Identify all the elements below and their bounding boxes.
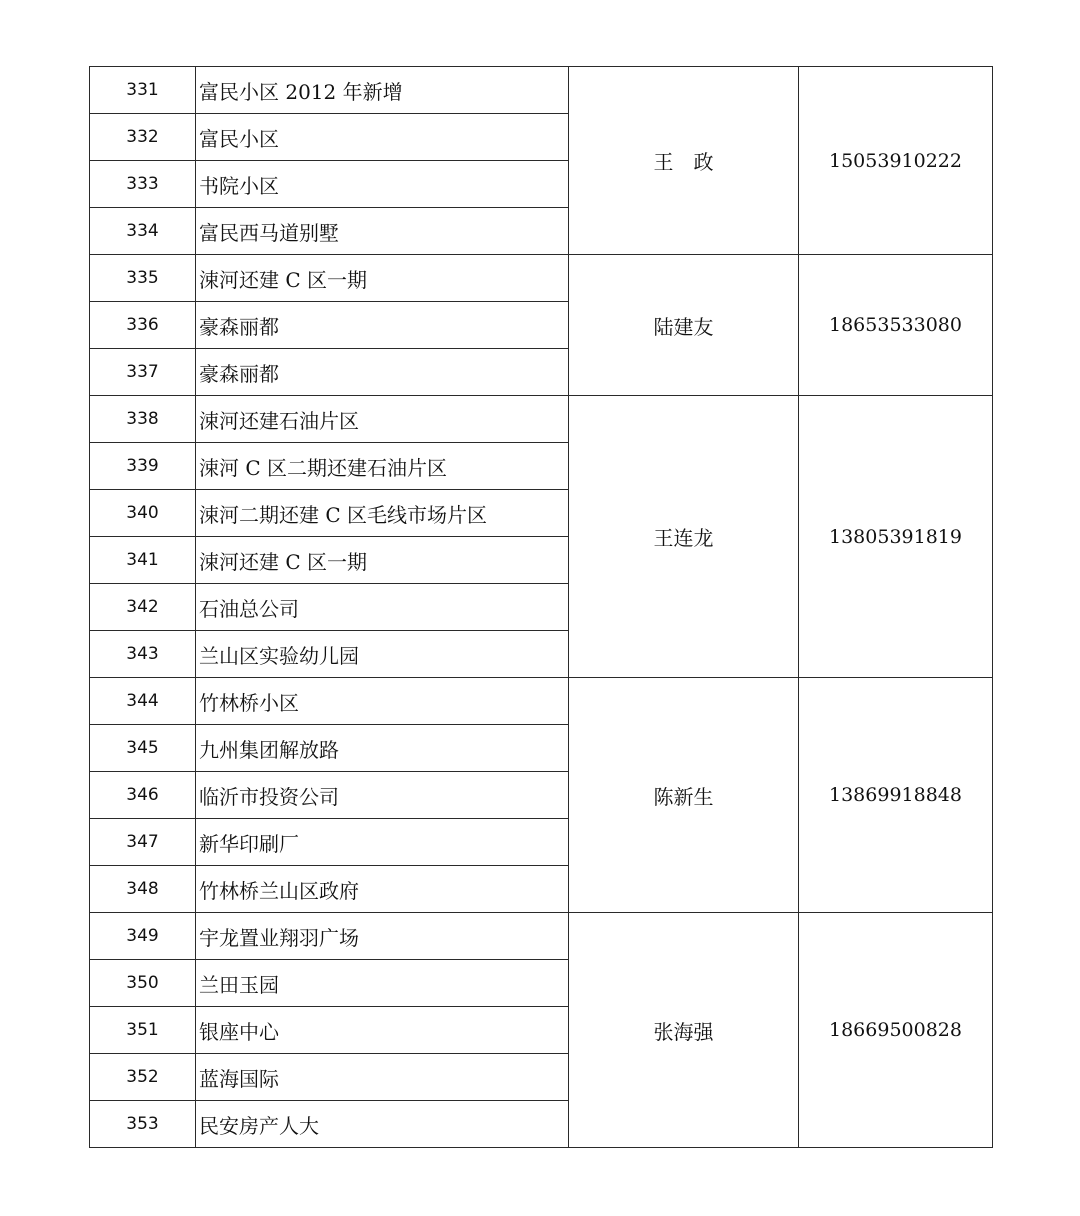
community-name: 石油总公司 (196, 584, 569, 631)
row-number: 344 (90, 678, 196, 725)
row-number: 341 (90, 537, 196, 584)
table-row (90, 67, 993, 114)
contact-phone: 18653533080 (799, 255, 993, 396)
contact-person: 陆建友 (569, 255, 799, 396)
community-contact-table (89, 66, 993, 1148)
community-name: 九州集团解放路 (196, 725, 569, 772)
contact-person: 陈新生 (569, 678, 799, 913)
contact-phone: 13869918848 (799, 678, 993, 913)
contact-phone: 15053910222 (799, 67, 993, 255)
community-name: 新华印刷厂 (196, 819, 569, 866)
row-number: 346 (90, 772, 196, 819)
row-number: 345 (90, 725, 196, 772)
contact-person: 王 政 (569, 67, 799, 255)
community-name: 涑河 C 区二期还建石油片区 (196, 443, 569, 490)
row-number: 349 (90, 913, 196, 960)
community-name: 兰田玉园 (196, 960, 569, 1007)
community-name: 涑河还建 C 区一期 (196, 537, 569, 584)
row-number: 338 (90, 396, 196, 443)
community-name: 竹林桥兰山区政府 (196, 866, 569, 913)
community-name: 兰山区实验幼儿园 (196, 631, 569, 678)
community-name: 临沂市投资公司 (196, 772, 569, 819)
community-name: 豪森丽都 (196, 302, 569, 349)
row-number: 331 (90, 67, 196, 114)
row-number: 333 (90, 161, 196, 208)
row-number: 336 (90, 302, 196, 349)
row-number: 350 (90, 960, 196, 1007)
contact-phone: 13805391819 (799, 396, 993, 678)
row-number: 351 (90, 1007, 196, 1054)
row-number: 342 (90, 584, 196, 631)
community-name: 涑河还建石油片区 (196, 396, 569, 443)
row-number: 337 (90, 349, 196, 396)
row-number: 348 (90, 866, 196, 913)
contact-person: 王连龙 (569, 396, 799, 678)
community-name: 民安房产人大 (196, 1101, 569, 1148)
community-name: 富民小区 2012 年新增 (196, 67, 569, 114)
table-row (90, 913, 993, 960)
community-name: 富民西马道别墅 (196, 208, 569, 255)
row-number: 339 (90, 443, 196, 490)
community-name: 涑河二期还建 C 区毛线市场片区 (196, 490, 569, 537)
community-name: 豪森丽都 (196, 349, 569, 396)
row-number: 343 (90, 631, 196, 678)
row-number: 332 (90, 114, 196, 161)
contact-person: 张海强 (569, 913, 799, 1148)
row-number: 335 (90, 255, 196, 302)
contact-phone: 18669500828 (799, 913, 993, 1148)
table-body (90, 67, 993, 1148)
table-row (90, 396, 993, 443)
row-number: 347 (90, 819, 196, 866)
row-number: 340 (90, 490, 196, 537)
table-row (90, 255, 993, 302)
community-name: 书院小区 (196, 161, 569, 208)
community-name: 竹林桥小区 (196, 678, 569, 725)
community-name: 银座中心 (196, 1007, 569, 1054)
row-number: 353 (90, 1101, 196, 1148)
community-name: 宇龙置业翔羽广场 (196, 913, 569, 960)
row-number: 352 (90, 1054, 196, 1101)
community-name: 蓝海国际 (196, 1054, 569, 1101)
row-number: 334 (90, 208, 196, 255)
community-name: 富民小区 (196, 114, 569, 161)
table-row (90, 678, 993, 725)
community-name: 涑河还建 C 区一期 (196, 255, 569, 302)
